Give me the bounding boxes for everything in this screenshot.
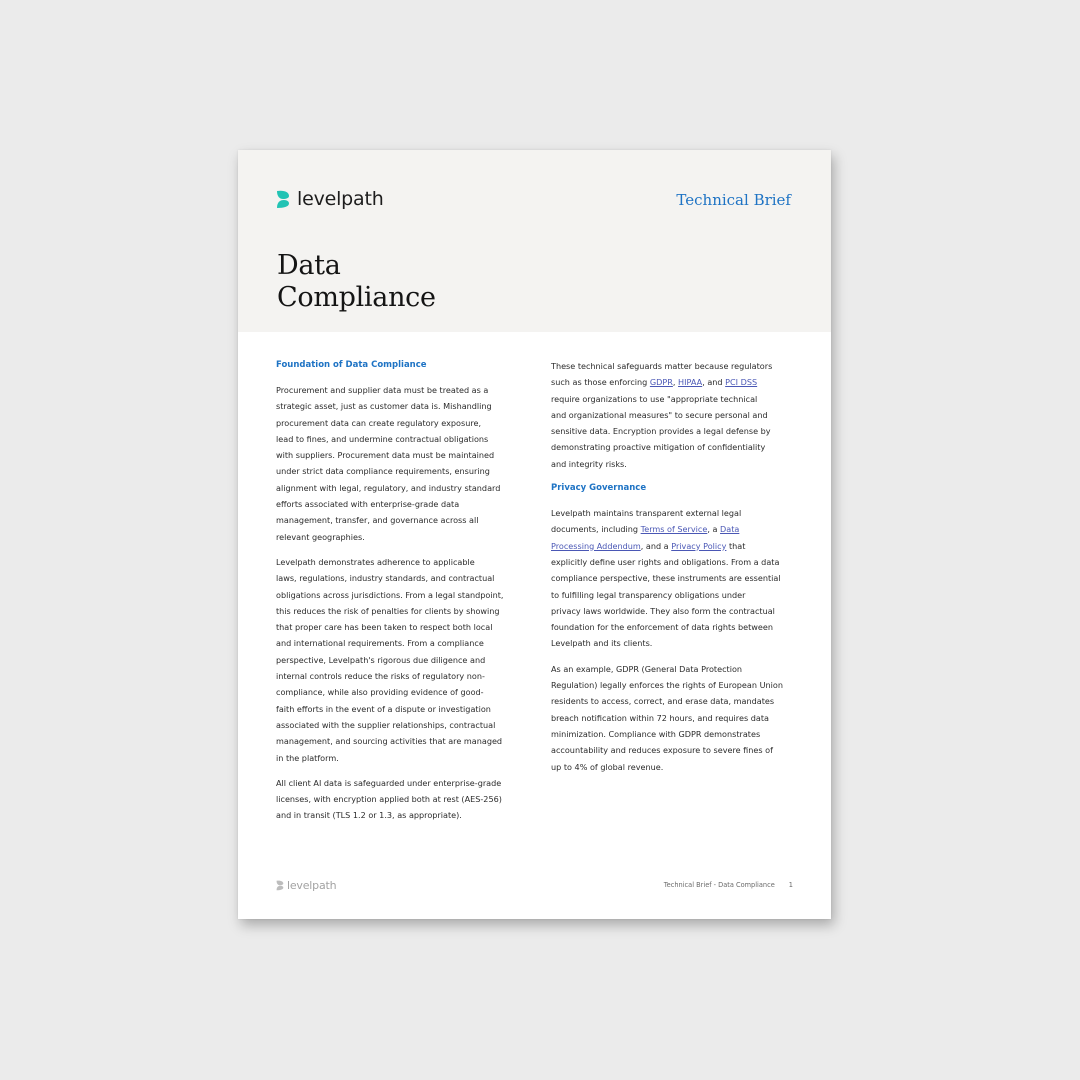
text-line: All client AI data is safeguarded under enterprise-grade [276, 777, 502, 788]
text-line: require organizations to use "appropriate technical [551, 393, 758, 404]
text-line: explicitly define user rights and obligations. From a data [551, 556, 780, 567]
text-line: residents to access, correct, and erase data, mandates [551, 696, 775, 707]
data-processing-addendum-link[interactable]: Processing Addendum [551, 540, 641, 551]
levelpath-logo-icon [276, 880, 285, 891]
paragraph [276, 554, 528, 766]
text-line: foundation for the enforcement of data rights between [551, 622, 774, 633]
text-line: under strict data compliance requirements, ensuring [276, 466, 490, 477]
text-line: licenses, with encryption applied both at rest (AES-256) [276, 794, 502, 805]
text-line: efforts associated with enterprise-grade data [276, 499, 460, 510]
text-line: accountability and reduces exposure to severe fines of [551, 745, 773, 756]
text-line: demonstrating proactive mitigation of confidentiality [551, 442, 766, 453]
gdpr-link[interactable]: GDPR [649, 377, 673, 388]
text-line: that proper care has been taken to respect both local [276, 622, 493, 633]
text-line: faith efforts in the event of a dispute or investigation [276, 703, 491, 714]
text-line: These technical safeguards matter because regulators [551, 361, 773, 371]
paragraph [276, 382, 528, 545]
text-line: As an example, GDPR (General Data Protection [551, 663, 743, 674]
page-number: 1 [788, 881, 793, 889]
text-line: and in transit (TLS 1.2 or 1.3, as appropriate). [276, 810, 462, 821]
logo-wordmark: levelpath [297, 188, 384, 210]
paragraph [551, 661, 803, 775]
footer-logo [276, 879, 336, 892]
document-page [238, 150, 831, 919]
text-line: with suppliers. Procurement data must be maintained [276, 450, 495, 461]
text-line: up to 4% of global revenue. [551, 761, 664, 772]
text-line: procurement data can create regulatory exposure, [276, 417, 482, 428]
title-line-2: Compliance [277, 282, 436, 313]
text-line: sensitive data. Encryption provides a legal defense by [551, 426, 771, 437]
text-fragment: , [672, 377, 679, 388]
left-column [276, 358, 528, 833]
text-line [551, 521, 803, 537]
text-line: relevant geographies. [276, 531, 365, 542]
levelpath-logo-icon [276, 190, 292, 209]
text-line: associated with the supplier relationships, contractual [276, 719, 496, 730]
text-line: and international requirements. From a compliance [276, 638, 484, 649]
text-line: compliance perspective, these instruments are essential [551, 573, 781, 584]
data-processing-addendum-link[interactable]: Data [720, 524, 740, 535]
paragraph [276, 775, 528, 824]
text-line: in the platform. [276, 752, 339, 763]
text-line: Levelpath maintains transparent external legal [551, 508, 742, 519]
footer-info [664, 881, 793, 889]
text-line: management, transfer, and governance across all [276, 515, 479, 526]
footer-logo-wordmark: levelpath [287, 879, 337, 892]
text-fragment: such as those enforcing [551, 377, 650, 388]
text-fragment: , a [707, 524, 721, 535]
text-line: Levelpath and its clients. [551, 638, 653, 649]
text-fragment: , and a [640, 540, 672, 551]
text-line: management, and sourcing activities that are managed [276, 736, 503, 747]
title-line-1: Data [277, 250, 341, 281]
text-fragment: that [726, 540, 746, 551]
pci-dss-link[interactable]: PCI DSS [725, 377, 758, 388]
privacy-policy-link[interactable]: Privacy Policy [671, 540, 727, 551]
text-line: breach notification within 72 hours, and requires data [551, 712, 769, 723]
text-line: perspective, Levelpath's rigorous due diligence and [276, 654, 486, 665]
text-line: lead to fines, and undermine contractual obligations [276, 433, 489, 444]
text-line: this reduces the risk of penalties for clients by showing [276, 605, 500, 616]
document-type-label: Technical Brief [676, 191, 791, 209]
text-fragment: , and [702, 377, 726, 388]
text-line: alignment with legal, regulatory, and industry standard [276, 482, 501, 493]
text-fragment: documents, including [551, 524, 641, 535]
text-line: compliance, while also providing evidence of good- [276, 687, 484, 698]
paragraph [551, 505, 803, 652]
text-line: Procurement and supplier data must be treated as a [276, 385, 489, 395]
terms-of-service-link[interactable]: Terms of Service [640, 524, 708, 535]
section-heading-foundation: Foundation of Data Compliance [276, 360, 427, 370]
header-band [238, 150, 831, 332]
text-line [551, 538, 803, 554]
text-line: Levelpath demonstrates adherence to applicable [276, 556, 475, 567]
text-line: internal controls reduce the risks of regulatory non- [276, 671, 485, 682]
text-line: and integrity risks. [551, 458, 627, 469]
text-line: strategic asset, just as customer data is. Mishandling [276, 401, 492, 412]
section-heading-privacy: Privacy Governance [551, 483, 647, 494]
text-line: obligations across jurisdictions. From a legal standpoint, [276, 589, 504, 600]
paragraph [551, 358, 803, 472]
text-line: minimization. Compliance with GDPR demonstrates [551, 728, 761, 739]
hipaa-link[interactable]: HIPAA [678, 377, 703, 388]
text-line [551, 374, 803, 390]
right-column [551, 358, 803, 784]
text-line: to fulfilling legal transparency obligations under [551, 589, 746, 600]
brand-logo [276, 188, 384, 210]
text-line: Regulation) legally enforces the rights of European Union [551, 680, 783, 691]
page-title [277, 250, 436, 314]
text-line: laws, regulations, industry standards, and contractual [276, 573, 495, 584]
footer-label: Technical Brief - Data Compliance [663, 881, 775, 889]
text-line: privacy laws worldwide. They also form the contractual [551, 605, 775, 616]
text-line: and organizational measures" to secure personal and [551, 409, 768, 420]
